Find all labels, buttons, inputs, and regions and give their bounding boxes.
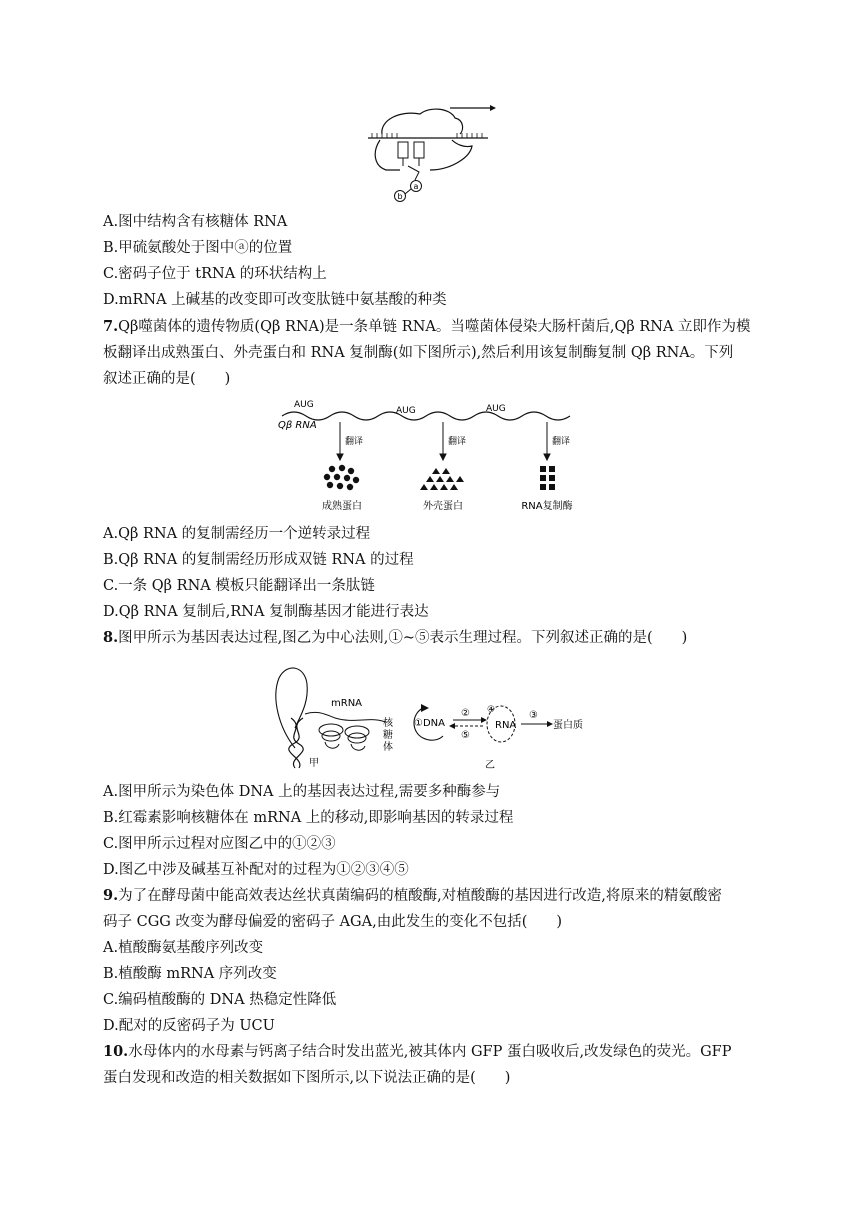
q9-option-d: D.配对的反密码子为 UCU xyxy=(103,1018,275,1034)
replicase-icon xyxy=(540,466,555,490)
q7-option-c: C.一条 Qβ RNA 模板只能翻译出一条肽链 xyxy=(103,578,375,594)
dna-label: ①DNA xyxy=(414,718,445,729)
ribosome-translation-figure xyxy=(360,100,500,208)
product-replicase: RNA复制酶 xyxy=(521,501,573,512)
q9-stem-line-1: 9.为了在酵母菌中能高效表达丝状真菌编码的植酸酶,对植酸酶的基因进行改造,将原来的精氨酸密 xyxy=(103,887,722,904)
mature-protein-icon xyxy=(324,465,359,490)
q6-option-a: A.图中结构含有核糖体 RNA xyxy=(103,214,288,230)
q7-stem-line-2: 板翻译出成熟蛋白、外壳蛋白和 RNA 复制酶(如下图所示),然后利用该复制酶复制 Qβ RNA。下列 xyxy=(103,345,734,361)
q10-stem-line-2: 蛋白发现和改造的相关数据如下图所示,以下说法正确的是( ) xyxy=(103,1070,511,1086)
translate-label-2: 翻译 xyxy=(448,437,467,447)
mrna-label: mRNA xyxy=(331,698,363,709)
q9-option-c: C.编码植酸酶的 DNA 热稳定性降低 xyxy=(103,992,337,1008)
label-b: b xyxy=(397,192,403,201)
q8-number: 8. xyxy=(103,629,119,646)
q6-option-d: D.mRNA 上碱基的改变即可改变肽链中氨基酸的种类 xyxy=(103,292,447,308)
q6-option-c: C.密码子位于 tRNA 的环状结构上 xyxy=(103,266,327,282)
ribosome-label-1: 核 xyxy=(383,718,393,729)
qbeta-rna-label: Qβ RNA xyxy=(278,420,317,431)
gene-expression-figure xyxy=(265,658,595,774)
q7-stem-line-1: 7.Qβ噬菌体的遗传物质(Qβ RNA)是一条单链 RNA。当噬菌体侵染大肠杆菌后,Qβ RNA 立即作为模 xyxy=(103,318,751,335)
codon-2: AUG xyxy=(396,406,416,416)
q9-option-a: A.植酸酶氨基酸序列改变 xyxy=(103,940,264,956)
figure-yi-label: 乙 xyxy=(485,760,495,771)
q8-option-b: B.红霉素影响核糖体在 mRNA 上的移动,即影响基因的转录过程 xyxy=(103,810,514,826)
process-5: ⑤ xyxy=(461,730,470,741)
label-a: a xyxy=(413,182,419,191)
q7-option-b: B.Qβ RNA 的复制需经历形成双链 RNA 的过程 xyxy=(103,552,414,568)
product-mature-protein: 成熟蛋白 xyxy=(322,501,362,512)
q7-number: 7. xyxy=(103,318,119,335)
protein-label: 蛋白质 xyxy=(553,720,583,731)
ribosome-label-3: 体 xyxy=(383,742,393,753)
translate-label-3: 翻译 xyxy=(552,437,571,447)
qbeta-rna-figure xyxy=(270,396,590,516)
q9-option-b: B.植酸酶 mRNA 序列改变 xyxy=(103,966,277,982)
codon-1: AUG xyxy=(294,400,314,410)
process-3: ③ xyxy=(529,710,538,721)
q9-stem-line-2: 码子 CGG 改变为酵母偏爱的密码子 AGA,由此发生的变化不包括( ) xyxy=(103,914,563,930)
process-2: ② xyxy=(461,708,470,719)
q10-number: 10. xyxy=(103,1043,129,1060)
rna-label: RNA xyxy=(495,720,517,731)
q6-option-b: B.甲硫氨酸处于图中ⓐ的位置 xyxy=(103,240,293,256)
ribosome-label-2: 糖 xyxy=(383,730,393,741)
coat-protein-icon xyxy=(420,468,464,490)
q7-option-a: A.Qβ RNA 的复制需经历一个逆转录过程 xyxy=(103,526,371,542)
q7-stem-line-3: 叙述正确的是( ) xyxy=(103,371,231,387)
process-4: ④ xyxy=(487,705,496,715)
q7-option-d: D.Qβ RNA 复制后,RNA 复制酶基因才能进行表达 xyxy=(103,604,429,620)
codon-3: AUG xyxy=(486,404,506,414)
q8-option-d: D.图乙中涉及碱基互补配对的过程为①②③④⑤ xyxy=(103,862,409,878)
q8-stem: 8.图甲所示为基因表达过程,图乙为中心法则,①~⑤表示生理过程。下列叙述正确的是( ) xyxy=(103,629,688,646)
q8-option-a: A.图甲所示为染色体 DNA 上的基因表达过程,需要多种酶参与 xyxy=(103,784,501,800)
q9-number: 9. xyxy=(103,887,119,904)
q8-option-c: C.图甲所示过程对应图乙中的①②③ xyxy=(103,836,336,852)
product-coat-protein: 外壳蛋白 xyxy=(423,501,463,512)
translate-label-1: 翻译 xyxy=(345,437,364,447)
figure-jia-label: 甲 xyxy=(309,758,319,769)
q10-stem-line-1: 10.水母体内的水母素与钙离子结合时发出蓝光,被其体内 GFP 蛋白吸收后,改发绿色的荧光。GFP xyxy=(103,1043,732,1060)
